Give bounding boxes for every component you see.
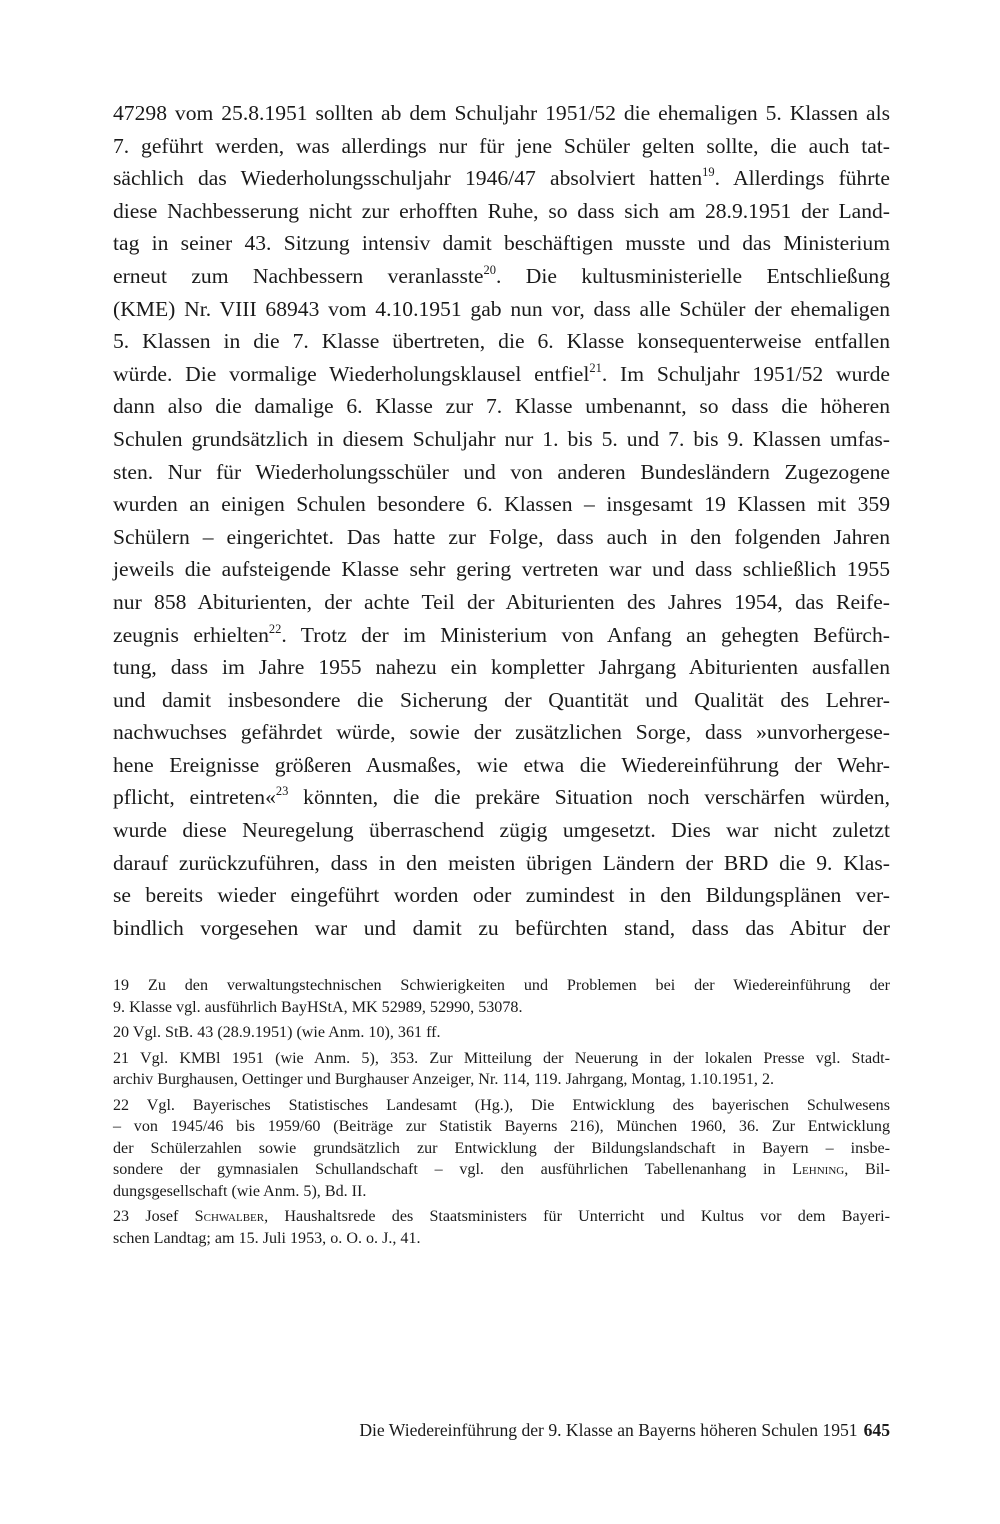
text-line: bindlich vorgesehen war und damit zu befürchten stand, dass das Abitur der: [113, 915, 890, 940]
text-line: Schulen grundsätzlich in diesem Schuljahr nur 1. bis 5. und 7. bis 9. Klassen umfas-: [113, 426, 890, 451]
author-name: Lehning: [792, 1161, 845, 1178]
text-line: wurde diese Neuregelung überraschend zügig umgesetzt. Dies war nicht zuletzt: [113, 818, 890, 843]
text-line: 5. Klassen in die 7. Klasse übertreten, die 6. Klasse konsequenterweise entfallen: [113, 329, 890, 354]
text-line: diese Nachbesserung nicht zur erhofften Ruhe, so dass sich am 28.9.1951 der Land-: [113, 198, 890, 223]
running-title: Die Wiedereinführung der 9. Klasse an Bayerns höheren Schulen 1951: [359, 1420, 858, 1440]
footnote-line: schen Landtag; am 15. Juli 1953, o. O. o. J., 41.: [113, 1229, 421, 1247]
footnote-line: der Schülerzahlen sowie grundsätzlich zur Entwicklung der Bildungslandschaft in Bayern – insbe-: [113, 1139, 890, 1157]
text-line: se bereits wieder eingeführt worden oder zumindest in den Bildungsplänen ver-: [113, 883, 890, 908]
footnote-22: [113, 1095, 890, 1203]
footnote-line: 9. Klasse vgl. ausführlich BayHStA, MK 52989, 52990, 53078.: [113, 998, 523, 1016]
text-line: Schülern – eingerichtet. Das hatte zur Folge, dass auch in den folgenden Jahren: [113, 524, 890, 549]
text-line: 7. geführt werden, was allerdings nur für jene Schüler gelten sollte, die auch tat-: [113, 133, 890, 158]
footnote-line: sondere der gymnasialen Schullandschaft – vgl. den ausführlichen Tabellenanhang in Lehning, Bil-: [113, 1161, 890, 1178]
text-line: dann also die damalige 6. Klasse zur 7. Klasse umbenannt, so dass die höheren: [113, 394, 890, 419]
page-number: 645: [863, 1420, 890, 1440]
text-line: pflicht, eintreten«$^{23}$ könnten, die die prekäre Situation noch verschärfen würden,: [113, 784, 890, 810]
footnote-23: [113, 1206, 890, 1249]
text-line: jeweils die aufsteigende Klasse sehr gering vertreten war und dass schließlich 1955: [113, 557, 890, 582]
footnotes: [113, 975, 890, 1253]
text-line: tung, dass im Jahre 1955 nahezu ein kompletter Jahrgang Abiturienten ausfallen: [113, 655, 890, 680]
footnote-line: 20 Vgl. StB. 43 (28.9.1951) (wie Anm. 10), 361 ff.: [113, 1024, 441, 1041]
footnote-line: 22 Vgl. Bayerisches Statistisches Landesamt (Hg.), Die Entwicklung des bayerischen Schulwesens: [113, 1096, 890, 1114]
footnote-ref[interactable]: 20: [483, 262, 497, 277]
footnote-20: [113, 1022, 890, 1044]
text-line: erneut zum Nachbessern veranlasste$^{20}$. Die kultusministerielle Entschließung: [113, 262, 890, 288]
text-line: darauf zurückzuführen, dass in den meisten übrigen Ländern der BRD die 9. Klas-: [113, 850, 890, 875]
footnote-line: 23 Josef Schwalber, Haushaltsrede des Staatsministers für Unterricht und Kultus vor dem Bayeri-: [113, 1208, 890, 1225]
text-line: sächlich das Wiederholungsschuljahr 1946/47 absolviert hatten$^{19}$. Allerdings führte: [113, 165, 890, 191]
footnote-line: dungsgesellschaft (wie Anm. 5), Bd. II.: [113, 1182, 367, 1200]
text-line: zeugnis erhielten$^{22}$. Trotz der im Ministerium von Anfang an gehegten Befürch-: [113, 621, 890, 647]
text-line: 47298 vom 25.8.1951 sollten ab dem Schuljahr 1951/52 die ehemaligen 5. Klassen als: [113, 101, 890, 125]
text-line: hene Ereignisse größeren Ausmaßes, wie etwa die Wiedereinführung der Wehr-: [113, 752, 890, 777]
text-line: nur 858 Abiturienten, der achte Teil der Abiturienten des Jahres 1954, das Reife-: [113, 589, 890, 614]
footnote-ref[interactable]: 21: [589, 360, 602, 375]
footnote-line: archiv Burghausen, Oettinger und Burghauser Anzeiger, Nr. 114, 119. Jahrgang, Montag, 1.10.1951, 2.: [113, 1071, 775, 1088]
author-name: Schwalber: [194, 1208, 265, 1225]
text-line: wurden an einigen Schulen besondere 6. Klassen – insgesamt 19 Klassen mit 359: [113, 492, 890, 517]
text-line: (KME) Nr. VIII 68943 vom 4.10.1951 gab nun vor, dass alle Schüler der ehemaligen: [113, 296, 890, 321]
footnote-ref[interactable]: 22: [268, 621, 282, 636]
running-footer: [113, 1420, 890, 1441]
text-line: würde. Die vormalige Wiederholungsklausel entfiel$^{21}$. Im Schuljahr 1951/52 wurde: [113, 360, 890, 386]
text-line: tag in seiner 43. Sitzung intensiv damit beschäftigen musste und das Ministerium: [113, 231, 890, 256]
footnote-19: [113, 975, 890, 1018]
main-text: [113, 97, 890, 944]
text-line: nachwuchses gefährdet würde, sowie der zusätzlichen Sorge, dass »unvorhergese-: [113, 720, 890, 745]
footnote-line: – von 1945/46 bis 1959/60 (Beiträge zur Statistik Bayerns 216), München 1960, 36. Zur Entwicklung: [113, 1118, 890, 1135]
footnote-line: 21 Vgl. KMBl 1951 (wie Anm. 5), 353. Zur Mitteilung der Neuerung in der lokalen Presse vgl. Stadt-: [113, 1049, 890, 1067]
footnote-ref[interactable]: 23: [275, 784, 289, 799]
text-line: sten. Nur für Wiederholungsschüler und von anderen Bundesländern Zugezogene: [113, 459, 890, 484]
footnote-line: 19 Zu den verwaltungstechnischen Schwierigkeiten und Problemen bei der Wiedereinführung der: [113, 977, 890, 994]
text-line: und damit insbesondere die Sicherung der Quantität und Qualität des Lehrer-: [113, 687, 890, 712]
footnote-21: [113, 1048, 890, 1091]
footnote-ref[interactable]: 19: [702, 165, 715, 180]
